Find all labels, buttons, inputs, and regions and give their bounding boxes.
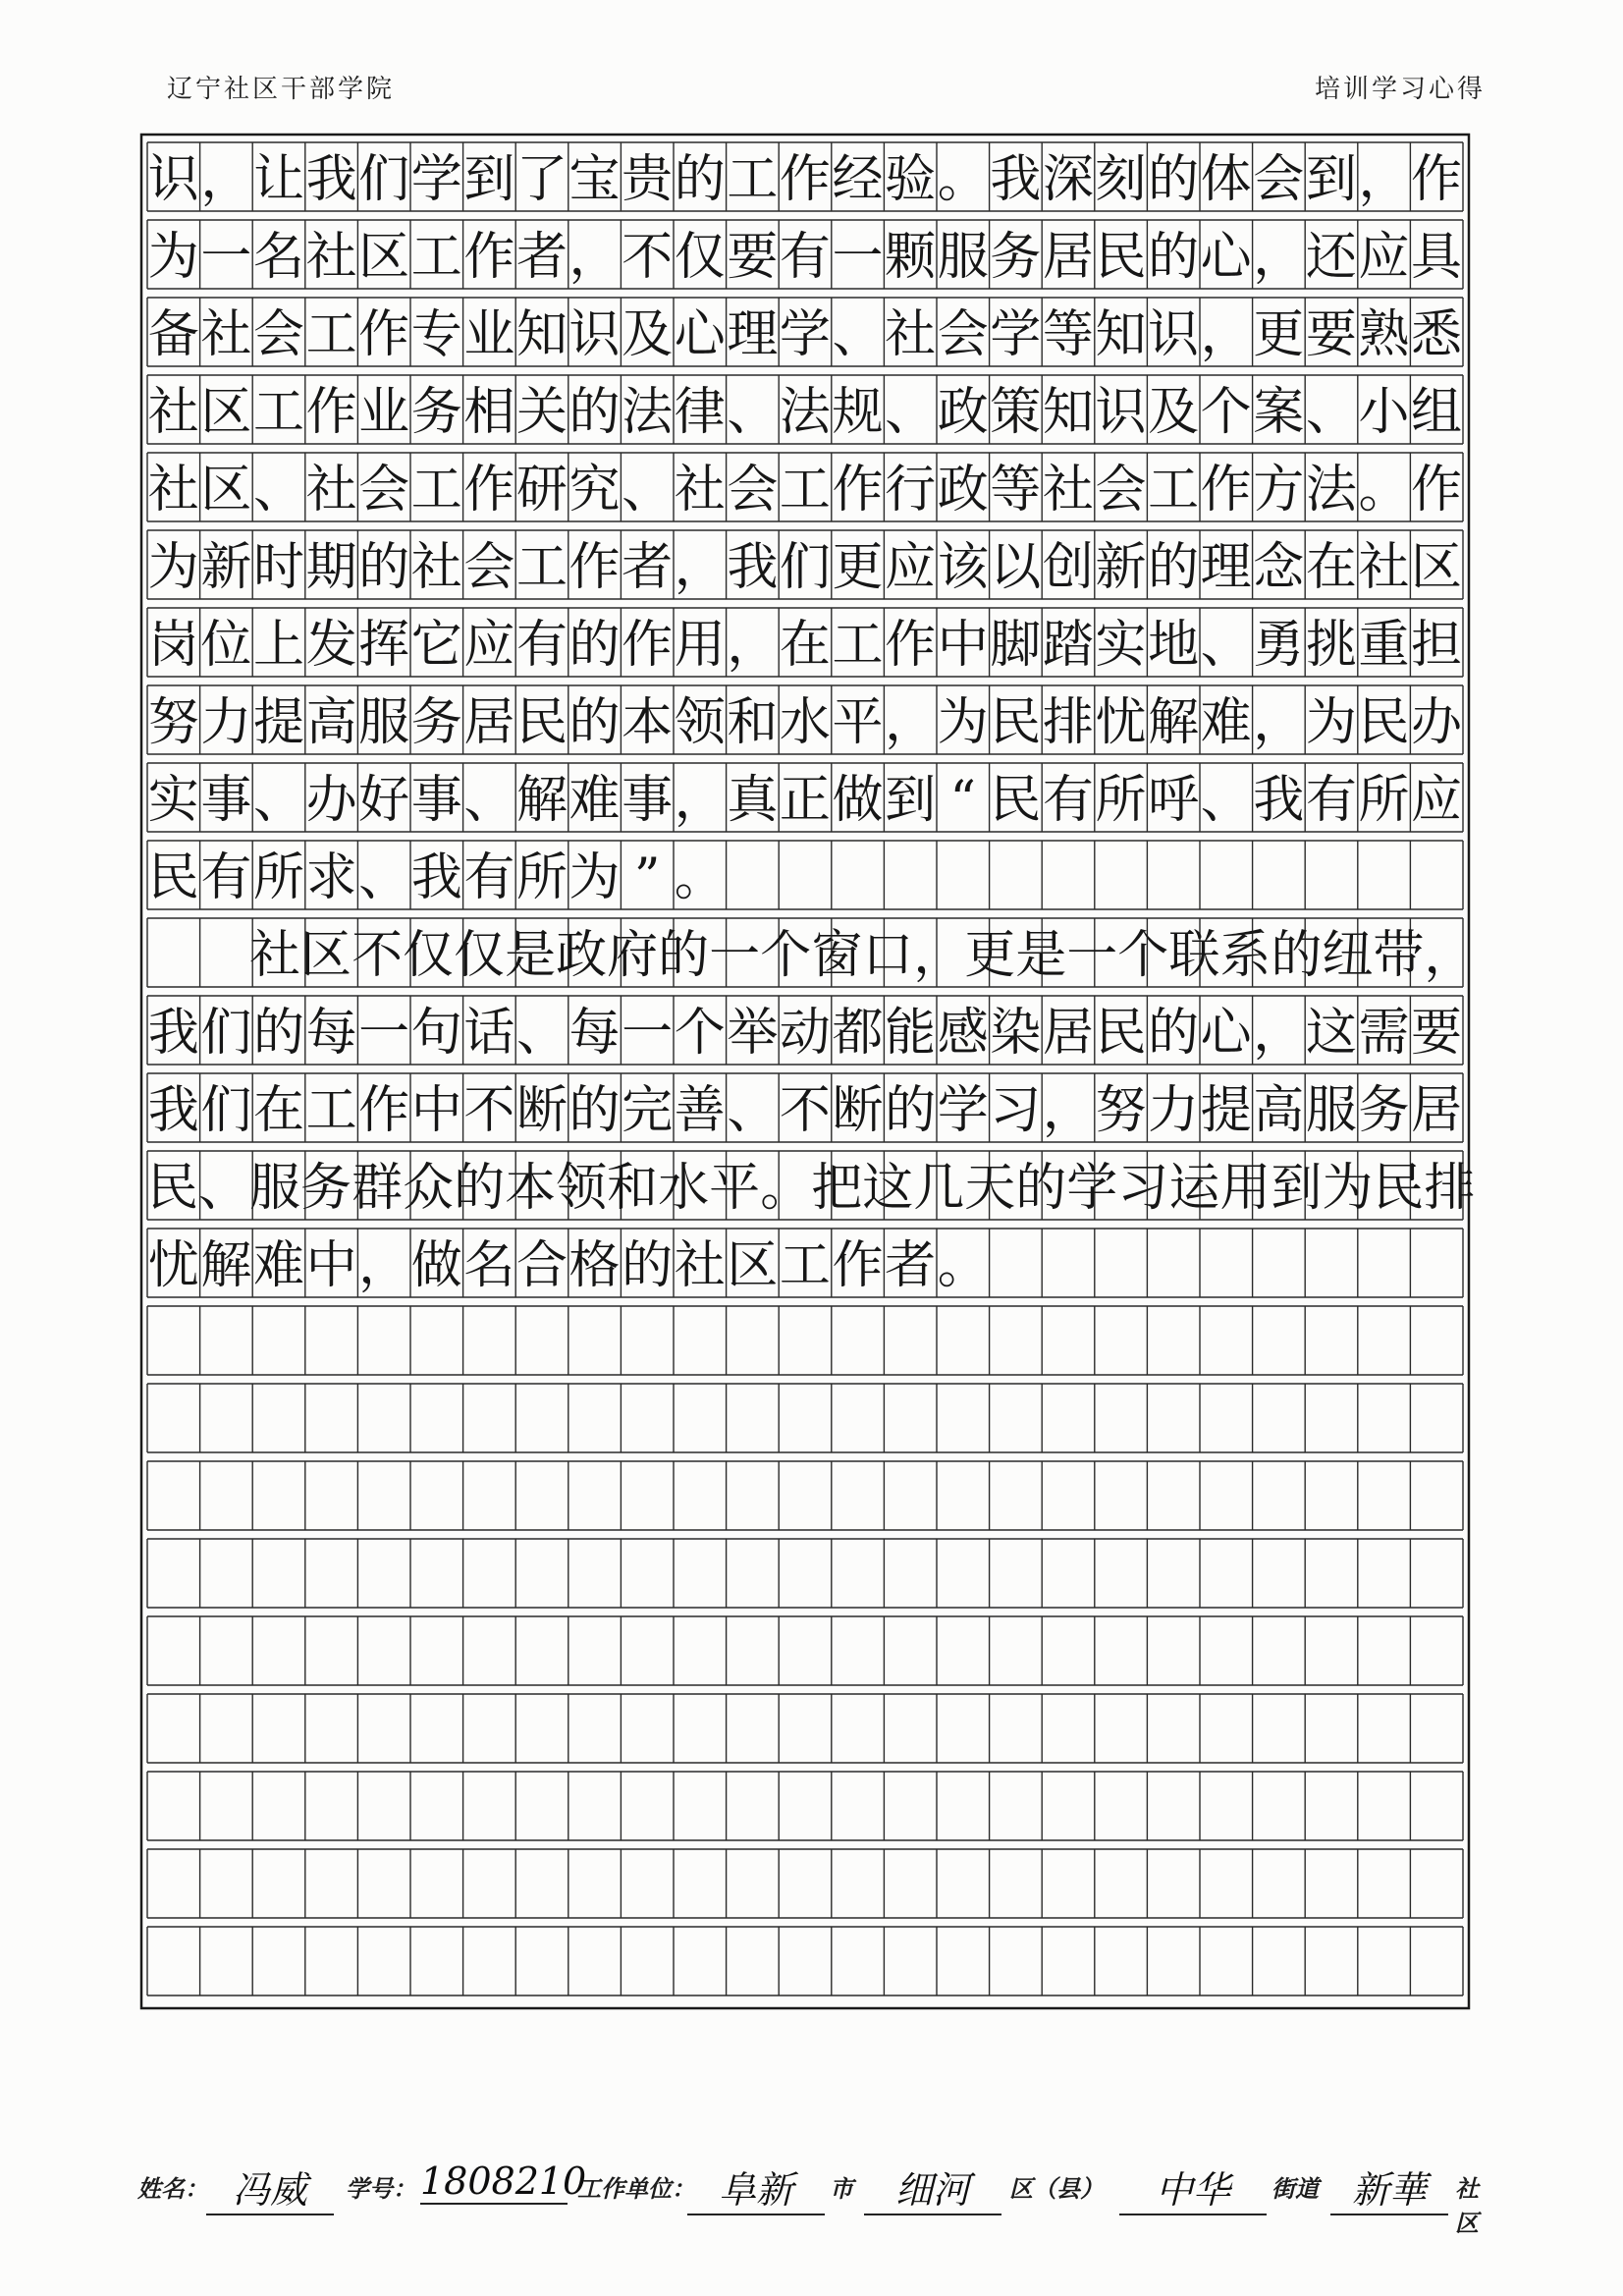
name-value: 冯威 [206,2159,334,2215]
community-value: 新華 [1330,2159,1448,2215]
essay-line: 努 力 提 高 服 务 居 民 的 本 领 和 水 平 ， 为 民 排 忧 解 难 ， 为 民 办 [147,693,1463,752]
work-unit-label: 工作单位： [577,2175,695,2203]
student-info-footer [137,2156,1492,2237]
essay-line: 社 区 工 作 业 务 相 关 的 法 律 、 法 规 、 政 策 知 识 及 个 案 、 小 组 [147,383,1463,442]
street-value: 中华 [1119,2159,1267,2215]
city-value: 阜新 [687,2159,825,2215]
essay-line: 实 事 、 办 好 事 、 解 难 事 ， 真 正 做 到 “ 民 有 所 呼 、 我 有 所 应 [147,771,1463,830]
essay-line: 民 、 服 务 群 众 的 本 领 和 水 平 。 把 这 几 天 的 学 习 运 用 到 为 民 排 [147,1159,1476,1218]
institution-name: 辽宁社区干部学院 [167,75,396,104]
community-label: 社区 [1455,2175,1479,2237]
district-value: 细河 [864,2159,1001,2215]
essay-line: 岗 位 上 发 挥 它 应 有 的 作 用 ， 在 工 作 中 脚 踏 实 地 、 勇 挑 重 担 [147,616,1463,675]
essay-line: 社 区 不 仅 仅 是 政 府 的 一 个 窗 口 ， 更 是 一 个 联 系 的 纽 带 ， [249,926,1476,985]
street-label: 街道 [1271,2175,1319,2203]
essay-line: 忧 解 难 中 ， 做 名 合 格 的 社 区 工 作 者 。 [147,1236,989,1295]
student-id-value: 1808210 [420,2159,587,2203]
essay-line: 为 一 名 社 区 工 作 者 ， 不 仅 要 有 一 颗 服 务 居 民 的 心 ， 还 应 具 [147,228,1463,287]
city-label: 市 [830,2175,853,2203]
document-type: 培训学习心得 [1314,75,1486,104]
essay-line: 我 们 的 每 一 句 话 、 每 一 个 举 动 都 能 感 染 居 民 的 心 ， 这 需 要 [147,1004,1463,1063]
essay-line: 社 区 、 社 会 工 作 研 究 、 社 会 工 作 行 政 等 社 会 工 作 方 法 。 作 [147,461,1463,519]
essay-line: 识 ， 让 我 们 学 到 了 宝 贵 的 工 作 经 验 。 我 深 刻 的 体 会 到 ， 作 [147,150,1463,209]
essay-line: 民 有 所 求 、 我 有 所 为 ” 。 [147,848,726,907]
name-label: 姓名： [137,2175,208,2203]
essay-line: 我 们 在 工 作 中 不 断 的 完 善 、 不 断 的 学 习 ， 努 力 提 高 服 务 居 [147,1081,1463,1140]
essay-line: 备 社 会 工 作 专 业 知 识 及 心 理 学 、 社 会 学 等 知 识 ， 更 要 熟 悉 [147,305,1463,364]
district-label: 区（县） [1009,2175,1104,2203]
student-id-label: 学号： [346,2175,416,2203]
essay-line: 为 新 时 期 的 社 会 工 作 者 ， 我 们 更 应 该 以 创 新 的 理 念 在 社 区 [147,538,1463,597]
